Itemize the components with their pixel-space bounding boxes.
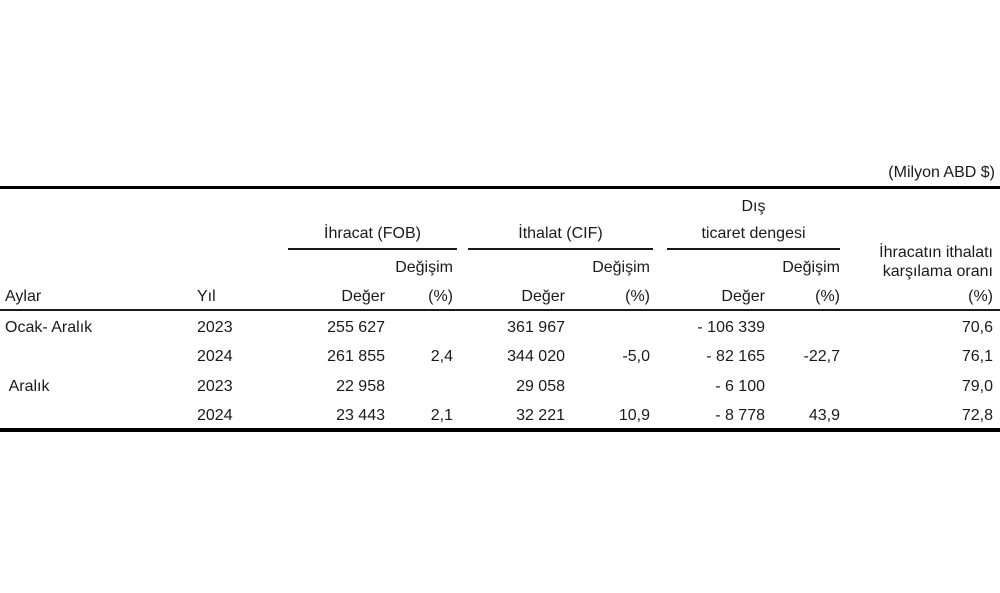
cell-export-value: 23 443	[336, 407, 385, 424]
table-row	[0, 377, 1000, 397]
percent-header-balance: (%)	[815, 288, 840, 305]
cell-year: 2023	[197, 319, 233, 336]
year-header: Yıl	[197, 288, 216, 305]
cell-balance-change: 43,9	[808, 407, 840, 424]
table-bottom-rule	[0, 428, 1000, 432]
value-header-imports: Değer	[521, 288, 565, 305]
cell-balance-value: - 82 165	[706, 348, 765, 365]
cell-coverage: 76,1	[961, 348, 993, 365]
cell-export-value: 22 958	[336, 378, 385, 395]
change-header-balance: Değişim	[782, 259, 840, 276]
cell-balance-value: - 6 100	[715, 378, 765, 395]
column-header-row	[0, 287, 1000, 307]
column-group-exports-label: İhracat (FOB)	[288, 224, 457, 250]
cell-balance-value: - 8 778	[715, 407, 765, 424]
cell-import-value: 361 967	[507, 319, 565, 336]
cell-export-value: 255 627	[327, 319, 385, 336]
cell-coverage: 79,0	[961, 378, 993, 395]
table-row	[0, 318, 1000, 338]
percent-header-imports: (%)	[625, 288, 650, 305]
cell-balance-change: -22,7	[803, 348, 840, 365]
header-separator-rule	[0, 309, 1000, 311]
column-group-imports-label: İthalat (CIF)	[468, 224, 653, 250]
value-header-balance: Değer	[721, 288, 765, 305]
cell-months: Ocak- Aralık	[5, 319, 93, 336]
cell-export-value: 261 855	[327, 348, 385, 365]
cell-coverage: 72,8	[961, 407, 993, 424]
column-group-coverage-label-line2: karşılama oranı	[882, 263, 993, 280]
column-group-balance-label-line1: Dış	[741, 198, 766, 215]
column-group-coverage-label-line1: İhracatın ithalatı	[879, 244, 993, 261]
cell-import-value: 29 058	[516, 378, 565, 395]
cell-import-change: -5,0	[622, 348, 650, 365]
cell-coverage: 70,6	[961, 319, 993, 336]
cell-year: 2024	[197, 407, 233, 424]
change-header-exports: Değişim	[395, 259, 453, 276]
unit-label: (Milyon ABD $)	[888, 164, 995, 181]
cell-export-change: 2,4	[430, 348, 453, 365]
cell-months: Aralık	[5, 378, 50, 395]
cell-import-change: 10,9	[618, 407, 650, 424]
table-top-rule	[0, 186, 1000, 189]
percent-header-exports: (%)	[428, 288, 453, 305]
cell-import-value: 344 020	[507, 348, 565, 365]
cell-year: 2023	[197, 378, 233, 395]
percent-header-coverage: (%)	[968, 288, 993, 305]
cell-year: 2024	[197, 348, 233, 365]
cell-export-change: 2,1	[430, 407, 453, 424]
change-header-row	[0, 258, 1000, 278]
column-group-balance-label-line2: ticaret dengesi	[667, 224, 840, 250]
table-row	[0, 406, 1000, 426]
months-header: Aylar	[5, 288, 42, 305]
table-row	[0, 347, 1000, 367]
cell-import-value: 32 221	[516, 407, 565, 424]
change-header-imports: Değişim	[592, 259, 650, 276]
value-header-exports: Değer	[341, 288, 385, 305]
cell-balance-value: - 106 339	[697, 319, 765, 336]
